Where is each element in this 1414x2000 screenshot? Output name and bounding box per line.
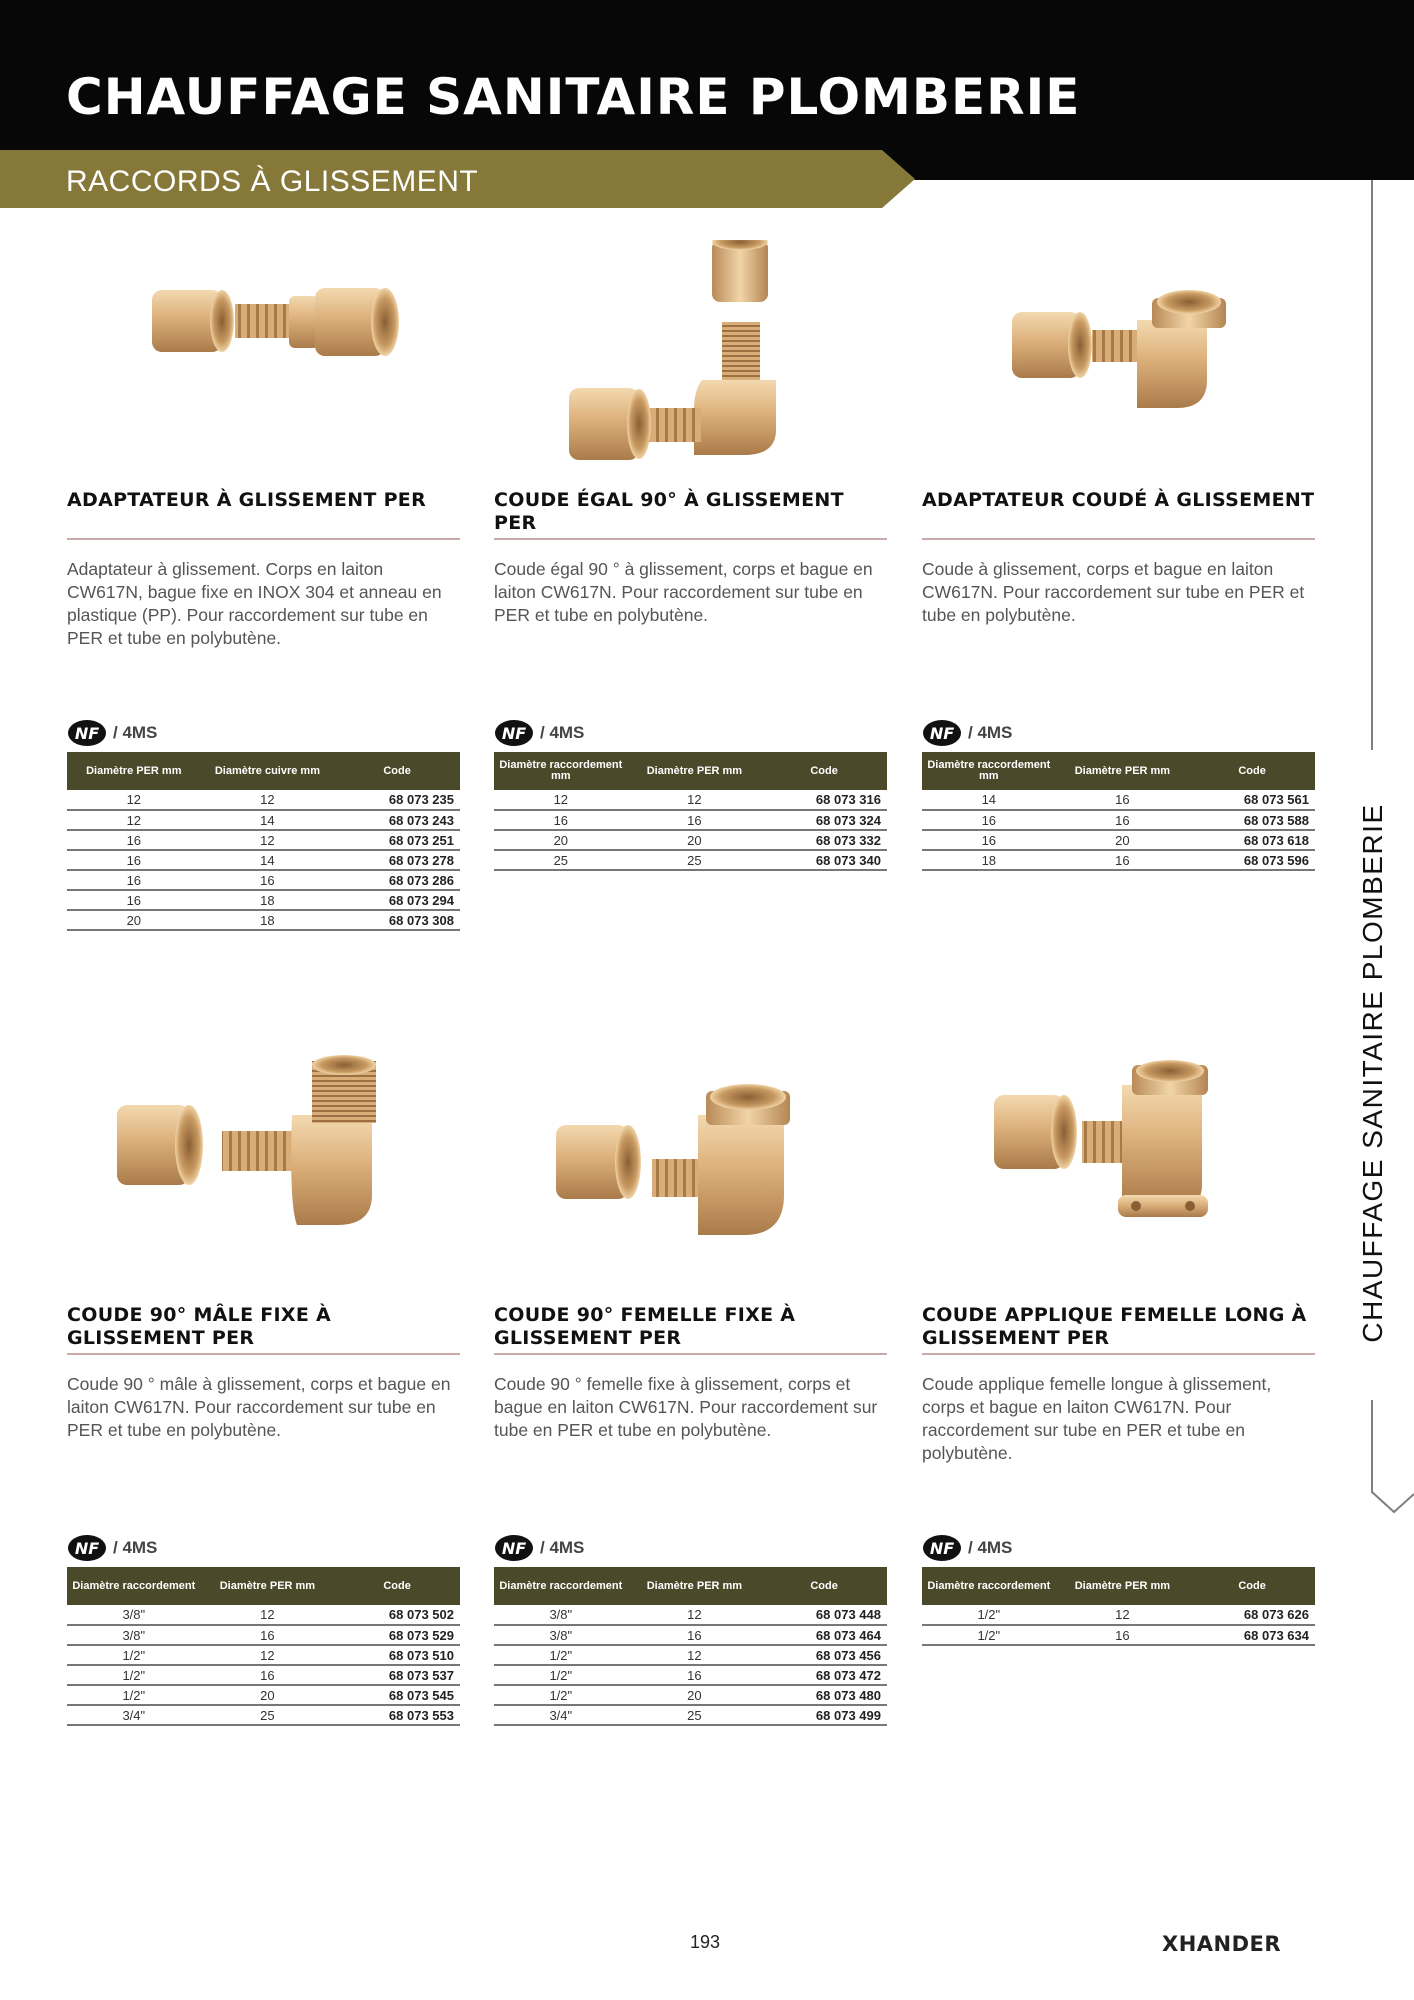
norm-label <box>67 1533 157 1563</box>
table-cell: 18 <box>201 910 335 930</box>
nf-certification-icon <box>494 719 534 747</box>
table-cell: 25 <box>201 1705 335 1725</box>
product-title: ADAPTATEUR COUDÉ À GLISSEMENT <box>922 489 1315 511</box>
table-header-cell: Code <box>761 752 887 790</box>
product-code: 68 073 456 <box>761 1645 887 1665</box>
norm-text: / 4MS <box>113 1538 158 1557</box>
table-cell: 12 <box>628 790 762 810</box>
table-cell: 1/2" <box>494 1665 628 1685</box>
table-row <box>67 870 460 890</box>
table-cell: 20 <box>628 1685 762 1705</box>
product-code: 68 073 448 <box>761 1605 887 1625</box>
norm-label <box>922 718 1012 748</box>
side-label-container <box>1355 763 1391 1383</box>
table-cell: 18 <box>922 850 1056 870</box>
table-row <box>922 1625 1315 1645</box>
page-title: CHAUFFAGE SANITAIRE PLOMBERIE <box>66 68 1081 126</box>
product-code: 68 073 588 <box>1189 810 1315 830</box>
product-title: COUDE 90° MÂLE FIXE À GLISSEMENT PER <box>67 1304 332 1349</box>
table-cell: 25 <box>494 850 628 870</box>
table-row <box>494 1665 887 1685</box>
table-header-cell: Code <box>761 1567 887 1605</box>
table-row <box>922 810 1315 830</box>
table-header-cell: Diamètre raccordement mm <box>494 752 628 790</box>
table-header-cell: Diamètre PER mm <box>628 1567 762 1605</box>
table-cell: 3/8" <box>494 1605 628 1625</box>
product-table <box>494 1567 887 1726</box>
table-cell: 12 <box>67 810 201 830</box>
product-table <box>494 752 887 871</box>
table-cell: 20 <box>67 910 201 930</box>
product-title: ADAPTATEUR À GLISSEMENT PER <box>67 489 427 511</box>
table-cell: 16 <box>922 810 1056 830</box>
table-cell: 16 <box>67 890 201 910</box>
product-photo <box>494 1055 887 1285</box>
product-code: 68 073 618 <box>1189 830 1315 850</box>
table-cell: 16 <box>201 1625 335 1645</box>
product-code: 68 073 464 <box>761 1625 887 1645</box>
table-cell: 20 <box>628 830 762 850</box>
table-row <box>494 790 887 810</box>
table-cell: 16 <box>628 1665 762 1685</box>
table-cell: 16 <box>1056 790 1190 810</box>
table-cell: 1/2" <box>494 1645 628 1665</box>
side-label: CHAUFFAGE SANITAIRE PLOMBERIE <box>1357 803 1388 1343</box>
product-code: 68 073 251 <box>334 830 460 850</box>
product-photo <box>922 1055 1315 1285</box>
table-cell: 16 <box>628 1625 762 1645</box>
table-row <box>494 1625 887 1645</box>
product-code: 68 073 537 <box>334 1665 460 1685</box>
svg-text:NF: NF <box>501 724 527 743</box>
nf-certification-icon <box>67 1534 107 1562</box>
product-photo <box>494 240 887 470</box>
product-description: Coude à glissement, corps et bague en laiton CW617N. Pour raccordement sur tube en PER et tube en polybutène. <box>922 559 1305 625</box>
table-cell: 12 <box>201 830 335 850</box>
title-rule <box>494 538 887 540</box>
table-cell: 25 <box>628 850 762 870</box>
title-rule <box>67 538 460 540</box>
table-row <box>67 830 460 850</box>
table-cell: 25 <box>628 1705 762 1725</box>
nf-certification-icon <box>67 719 107 747</box>
table-row <box>67 910 460 930</box>
table-cell: 3/8" <box>67 1605 201 1625</box>
table-header-cell: Diamètre PER mm <box>628 752 762 790</box>
side-chevron-icon <box>1368 1472 1414 1516</box>
table-cell: 20 <box>201 1685 335 1705</box>
product-photo <box>922 240 1315 470</box>
product-code: 68 073 332 <box>761 830 887 850</box>
svg-text:NF: NF <box>501 1539 527 1558</box>
table-row <box>922 830 1315 850</box>
table-row <box>67 1605 460 1625</box>
table-row <box>67 850 460 870</box>
product-table <box>922 1567 1315 1646</box>
table-header-cell: Diamètre raccordement <box>922 1567 1056 1605</box>
table-cell: 14 <box>201 810 335 830</box>
title-rule <box>922 538 1315 540</box>
product-code: 68 073 502 <box>334 1605 460 1625</box>
product-code: 68 073 596 <box>1189 850 1315 870</box>
table-cell: 12 <box>494 790 628 810</box>
product-code: 68 073 340 <box>761 850 887 870</box>
side-divider-line <box>1371 180 1373 750</box>
norm-label <box>494 1533 584 1563</box>
table-cell: 16 <box>201 870 335 890</box>
table-row <box>494 850 887 870</box>
table-cell: 16 <box>1056 810 1190 830</box>
product-description: Adaptateur à glissement. Corps en laiton CW617N, bague fixe en INOX 304 et anneau en plastique (PP). Pour raccordement sur tube en PER et tube en polybutène. <box>67 559 442 648</box>
table-cell: 3/8" <box>67 1625 201 1645</box>
product-code: 68 073 286 <box>334 870 460 890</box>
product-table <box>67 752 460 931</box>
product-code: 68 073 553 <box>334 1705 460 1725</box>
norm-text: / 4MS <box>968 723 1013 742</box>
table-header-cell: Diamètre raccordement <box>67 1567 201 1605</box>
table-header-cell: Diamètre PER mm <box>1056 752 1190 790</box>
table-cell: 12 <box>201 1645 335 1665</box>
table-cell: 16 <box>67 870 201 890</box>
product-code: 68 073 278 <box>334 850 460 870</box>
nf-certification-icon <box>494 1534 534 1562</box>
svg-text:NF: NF <box>74 724 100 743</box>
table-row <box>494 810 887 830</box>
section-subtitle: RACCORDS À GLISSEMENT <box>66 165 479 198</box>
table-header-cell: Code <box>334 1567 460 1605</box>
brand-logo: XHANDER <box>1162 1932 1282 1956</box>
table-row <box>67 1685 460 1705</box>
norm-label <box>494 718 584 748</box>
table-header-cell: Code <box>1189 752 1315 790</box>
table-header-cell: Diamètre PER mm <box>67 752 201 790</box>
product-code: 68 073 235 <box>334 790 460 810</box>
table-cell: 14 <box>922 790 1056 810</box>
table-cell: 12 <box>628 1645 762 1665</box>
title-rule <box>922 1353 1315 1355</box>
nf-certification-icon <box>922 719 962 747</box>
norm-text: / 4MS <box>968 1538 1013 1557</box>
nf-certification-icon <box>922 1534 962 1562</box>
table-header-cell: Diamètre raccordement <box>494 1567 628 1605</box>
table-header-cell: Diamètre raccordement mm <box>922 752 1056 790</box>
page-number: 193 <box>690 1932 721 1952</box>
table-cell: 20 <box>1056 830 1190 850</box>
table-cell: 16 <box>67 850 201 870</box>
product-code: 68 073 561 <box>1189 790 1315 810</box>
table-cell: 18 <box>201 890 335 910</box>
table-row <box>67 890 460 910</box>
norm-label <box>67 718 157 748</box>
table-cell: 16 <box>1056 850 1190 870</box>
product-table <box>922 752 1315 871</box>
table-cell: 3/4" <box>67 1705 201 1725</box>
product-title: COUDE APPLIQUE FEMELLE LONG À GLISSEMENT PER <box>922 1304 1307 1349</box>
product-code: 68 073 510 <box>334 1645 460 1665</box>
table-cell: 1/2" <box>67 1665 201 1685</box>
norm-text: / 4MS <box>540 1538 585 1557</box>
product-code: 68 073 634 <box>1189 1625 1315 1645</box>
norm-label <box>922 1533 1012 1563</box>
table-row <box>67 810 460 830</box>
table-row <box>67 1705 460 1725</box>
svg-text:NF: NF <box>929 724 955 743</box>
table-cell: 20 <box>494 830 628 850</box>
product-description: Coude applique femelle longue à glissement, corps et bague en laiton CW617N. Pour raccordement sur tube en PER et tube en polybutène. <box>922 1374 1272 1463</box>
table-cell: 1/2" <box>494 1685 628 1705</box>
product-table <box>67 1567 460 1726</box>
product-description: Coude 90 ° femelle fixe à glissement, corps et bague en laiton CW617N. Pour raccordement sur tube en PER et tube en polybutène. <box>494 1374 878 1440</box>
product-code: 68 073 294 <box>334 890 460 910</box>
table-cell: 3/4" <box>494 1705 628 1725</box>
title-rule <box>67 1353 460 1355</box>
product-code: 68 073 529 <box>334 1625 460 1645</box>
table-header-cell: Diamètre PER mm <box>201 1567 335 1605</box>
table-row <box>494 1705 887 1725</box>
product-description: Coude égal 90 ° à glissement, corps et bague en laiton CW617N. Pour raccordement sur tube en PER et tube en polybutène. <box>494 559 873 625</box>
table-cell: 16 <box>628 810 762 830</box>
table-header-cell: Code <box>334 752 460 790</box>
table-cell: 12 <box>201 790 335 810</box>
product-code: 68 073 316 <box>761 790 887 810</box>
product-code: 68 073 308 <box>334 910 460 930</box>
table-cell: 1/2" <box>67 1685 201 1705</box>
table-cell: 16 <box>1056 1625 1190 1645</box>
table-row <box>494 1685 887 1705</box>
title-rule <box>494 1353 887 1355</box>
table-row <box>67 1665 460 1685</box>
table-cell: 12 <box>628 1605 762 1625</box>
norm-text: / 4MS <box>540 723 585 742</box>
table-header-cell: Code <box>1189 1567 1315 1605</box>
table-cell: 12 <box>67 790 201 810</box>
product-title: COUDE 90° FEMELLE FIXE À GLISSEMENT PER <box>494 1304 796 1349</box>
product-code: 68 073 626 <box>1189 1605 1315 1625</box>
svg-text:NF: NF <box>929 1539 955 1558</box>
table-cell: 12 <box>1056 1605 1190 1625</box>
table-cell: 1/2" <box>67 1645 201 1665</box>
product-photo <box>67 1055 460 1285</box>
table-row <box>494 1645 887 1665</box>
product-title: COUDE ÉGAL 90° À GLISSEMENT PER <box>494 489 844 534</box>
table-cell: 16 <box>494 810 628 830</box>
product-photo <box>67 240 460 470</box>
table-cell: 1/2" <box>922 1605 1056 1625</box>
product-code: 68 073 499 <box>761 1705 887 1725</box>
side-divider-line-lower <box>1371 1400 1373 1475</box>
product-code: 68 073 545 <box>334 1685 460 1705</box>
table-cell: 14 <box>201 850 335 870</box>
product-code: 68 073 472 <box>761 1665 887 1685</box>
product-code: 68 073 243 <box>334 810 460 830</box>
table-row <box>494 1605 887 1625</box>
product-code: 68 073 324 <box>761 810 887 830</box>
norm-text: / 4MS <box>113 723 158 742</box>
table-row <box>67 1625 460 1645</box>
table-cell: 12 <box>201 1605 335 1625</box>
table-row <box>922 790 1315 810</box>
svg-text:NF: NF <box>74 1539 100 1558</box>
product-code: 68 073 480 <box>761 1685 887 1705</box>
table-row <box>494 830 887 850</box>
table-row <box>67 1645 460 1665</box>
table-cell: 16 <box>67 830 201 850</box>
table-row <box>922 850 1315 870</box>
product-description: Coude 90 ° mâle à glissement, corps et bague en laiton CW617N. Pour raccordement sur tube en PER et tube en polybutène. <box>67 1374 451 1440</box>
table-row <box>67 790 460 810</box>
table-cell: 16 <box>922 830 1056 850</box>
table-cell: 3/8" <box>494 1625 628 1645</box>
table-header-cell: Diamètre cuivre mm <box>201 752 335 790</box>
table-cell: 1/2" <box>922 1625 1056 1645</box>
table-row <box>922 1605 1315 1625</box>
table-cell: 16 <box>201 1665 335 1685</box>
table-header-cell: Diamètre PER mm <box>1056 1567 1190 1605</box>
